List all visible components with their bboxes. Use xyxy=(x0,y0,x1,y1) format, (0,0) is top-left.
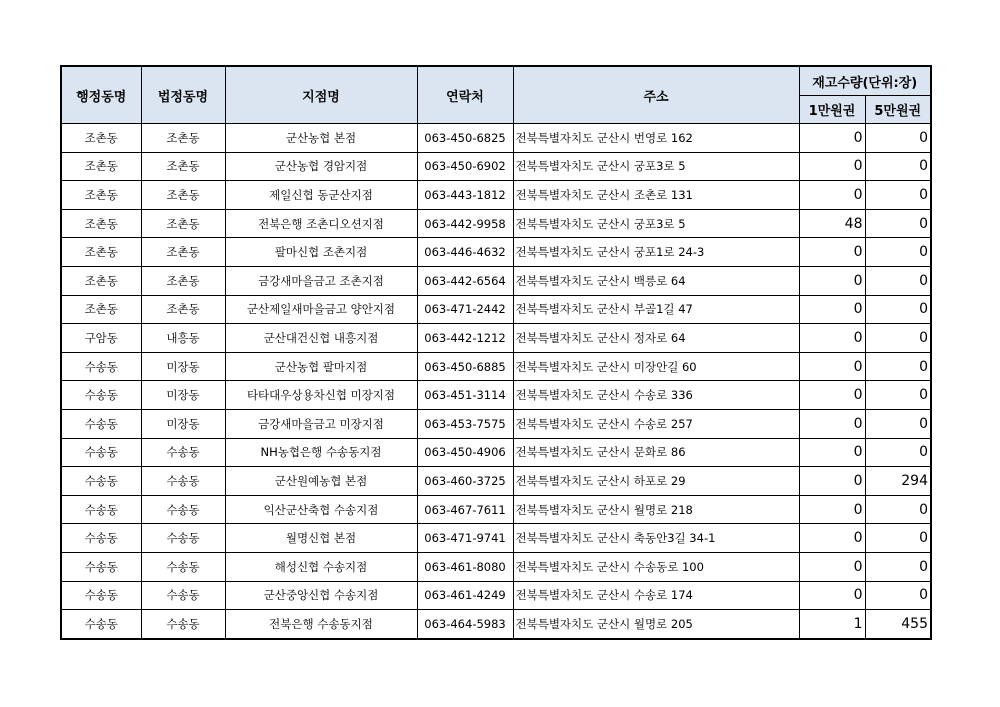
cell-stock-10k: 0 xyxy=(799,552,865,581)
cell-admin-dong: 수송동 xyxy=(61,610,141,639)
cell-address: 전북특별자치도 군산시 번영로 162 xyxy=(513,124,799,153)
header-stock-10k: 1만원권 xyxy=(799,96,865,124)
cell-admin-dong: 수송동 xyxy=(61,438,141,467)
table-header xyxy=(61,66,931,124)
header-branch: 지점명 xyxy=(225,66,417,124)
cell-admin-dong: 조촌동 xyxy=(61,152,141,181)
cell-admin-dong: 수송동 xyxy=(61,352,141,381)
table-row xyxy=(61,181,931,210)
table-row xyxy=(61,124,931,153)
cell-legal-dong: 수송동 xyxy=(141,581,225,610)
cell-legal-dong: 수송동 xyxy=(141,467,225,496)
cell-stock-50k: 0 xyxy=(865,352,931,381)
cell-legal-dong: 조촌동 xyxy=(141,238,225,267)
cell-admin-dong: 수송동 xyxy=(61,495,141,524)
cell-address: 전북특별자치도 군산시 수송로 336 xyxy=(513,381,799,410)
table-row xyxy=(61,581,931,610)
cell-contact: 063-450-6902 xyxy=(417,152,513,181)
cell-branch: 전북은행 조촌디오션지점 xyxy=(225,209,417,238)
cell-address: 전북특별자치도 군산시 궁포3로 5 xyxy=(513,209,799,238)
cell-branch: 해성신협 수송지점 xyxy=(225,552,417,581)
cell-address: 전북특별자치도 군산시 궁포3로 5 xyxy=(513,152,799,181)
cell-stock-50k: 0 xyxy=(865,381,931,410)
table-row xyxy=(61,266,931,295)
cell-contact: 063-451-3114 xyxy=(417,381,513,410)
cell-branch: 전북은행 수송동지점 xyxy=(225,610,417,639)
cell-stock-50k: 455 xyxy=(865,610,931,639)
cell-legal-dong: 조촌동 xyxy=(141,266,225,295)
table-row xyxy=(61,610,931,639)
table-row xyxy=(61,295,931,324)
cell-legal-dong: 미장동 xyxy=(141,381,225,410)
cell-contact: 063-450-6885 xyxy=(417,352,513,381)
cell-legal-dong: 조촌동 xyxy=(141,209,225,238)
cell-legal-dong: 조촌동 xyxy=(141,181,225,210)
cell-address: 전북특별자치도 군산시 수송동로 100 xyxy=(513,552,799,581)
header-legal-dong: 법정동명 xyxy=(141,66,225,124)
cell-legal-dong: 미장동 xyxy=(141,352,225,381)
cell-admin-dong: 수송동 xyxy=(61,552,141,581)
cell-stock-10k: 1 xyxy=(799,610,865,639)
table-row xyxy=(61,209,931,238)
cell-address: 전북특별자치도 군산시 미장안길 60 xyxy=(513,352,799,381)
cell-branch: 금강새마을금고 미장지점 xyxy=(225,409,417,438)
cell-legal-dong: 미장동 xyxy=(141,409,225,438)
cell-branch: 군산농협 경암지점 xyxy=(225,152,417,181)
cell-branch: NH농협은행 수송동지점 xyxy=(225,438,417,467)
cell-stock-10k: 0 xyxy=(799,495,865,524)
cell-address: 전북특별자치도 군산시 궁포1로 24-3 xyxy=(513,238,799,267)
cell-contact: 063-443-1812 xyxy=(417,181,513,210)
table-row xyxy=(61,352,931,381)
cell-stock-10k: 0 xyxy=(799,467,865,496)
cell-legal-dong: 조촌동 xyxy=(141,295,225,324)
cell-legal-dong: 조촌동 xyxy=(141,152,225,181)
cell-contact: 063-467-7611 xyxy=(417,495,513,524)
cell-address: 전북특별자치도 군산시 수송로 174 xyxy=(513,581,799,610)
cell-legal-dong: 조촌동 xyxy=(141,124,225,153)
cell-branch: 팔마신협 조촌지점 xyxy=(225,238,417,267)
table-row xyxy=(61,238,931,267)
cell-address: 전북특별자치도 군산시 수송로 257 xyxy=(513,409,799,438)
cell-legal-dong: 수송동 xyxy=(141,495,225,524)
cell-contact: 063-461-8080 xyxy=(417,552,513,581)
cell-legal-dong: 수송동 xyxy=(141,524,225,553)
header-admin-dong: 행정동명 xyxy=(61,66,141,124)
cell-admin-dong: 조촌동 xyxy=(61,124,141,153)
cell-contact: 063-453-7575 xyxy=(417,409,513,438)
cell-stock-50k: 0 xyxy=(865,209,931,238)
cell-admin-dong: 수송동 xyxy=(61,581,141,610)
cell-stock-10k: 0 xyxy=(799,381,865,410)
cell-legal-dong: 수송동 xyxy=(141,610,225,639)
cell-stock-10k: 0 xyxy=(799,295,865,324)
cell-admin-dong: 조촌동 xyxy=(61,181,141,210)
cell-contact: 063-464-5983 xyxy=(417,610,513,639)
cell-contact: 063-471-9741 xyxy=(417,524,513,553)
cell-branch: 군산원예농협 본점 xyxy=(225,467,417,496)
cell-admin-dong: 수송동 xyxy=(61,467,141,496)
cell-stock-50k: 0 xyxy=(865,552,931,581)
cell-stock-50k: 0 xyxy=(865,152,931,181)
cell-branch: 월명신협 본점 xyxy=(225,524,417,553)
cell-address: 전북특별자치도 군산시 문화로 86 xyxy=(513,438,799,467)
table-row xyxy=(61,467,931,496)
cell-admin-dong: 조촌동 xyxy=(61,209,141,238)
cell-stock-50k: 0 xyxy=(865,581,931,610)
cell-address: 전북특별자치도 군산시 하포로 29 xyxy=(513,467,799,496)
cell-contact: 063-460-3725 xyxy=(417,467,513,496)
cell-stock-10k: 0 xyxy=(799,181,865,210)
cell-stock-50k: 0 xyxy=(865,324,931,353)
cell-branch: 군산제일새마을금고 양안지점 xyxy=(225,295,417,324)
cell-branch: 군산중앙신협 수송지점 xyxy=(225,581,417,610)
cell-stock-50k: 0 xyxy=(865,124,931,153)
cell-stock-10k: 0 xyxy=(799,124,865,153)
cell-legal-dong: 내흥동 xyxy=(141,324,225,353)
cell-contact: 063-442-6564 xyxy=(417,266,513,295)
cell-contact: 063-442-9958 xyxy=(417,209,513,238)
cell-stock-10k: 0 xyxy=(799,581,865,610)
cell-stock-50k: 0 xyxy=(865,266,931,295)
table-row xyxy=(61,524,931,553)
cell-legal-dong: 수송동 xyxy=(141,438,225,467)
cell-admin-dong: 수송동 xyxy=(61,381,141,410)
cell-stock-50k: 294 xyxy=(865,467,931,496)
cell-admin-dong: 수송동 xyxy=(61,409,141,438)
cell-contact: 063-450-6825 xyxy=(417,124,513,153)
cell-stock-10k: 0 xyxy=(799,152,865,181)
cell-address: 전북특별자치도 군산시 백릉로 64 xyxy=(513,266,799,295)
table-row xyxy=(61,381,931,410)
cell-stock-10k: 48 xyxy=(799,209,865,238)
cell-stock-10k: 0 xyxy=(799,352,865,381)
table-row xyxy=(61,324,931,353)
cell-contact: 063-442-1212 xyxy=(417,324,513,353)
cell-legal-dong: 수송동 xyxy=(141,552,225,581)
cell-admin-dong: 조촌동 xyxy=(61,295,141,324)
header-stock-group: 재고수량(단위:장) xyxy=(799,66,931,96)
cell-stock-10k: 0 xyxy=(799,409,865,438)
table-row xyxy=(61,495,931,524)
cell-branch: 군산농협 팔마지점 xyxy=(225,352,417,381)
cell-address: 전북특별자치도 군산시 월명로 218 xyxy=(513,495,799,524)
table-body xyxy=(61,124,931,639)
stock-table-sheet xyxy=(60,65,930,640)
cell-stock-50k: 0 xyxy=(865,495,931,524)
cell-branch: 익산군산축협 수송지점 xyxy=(225,495,417,524)
cell-stock-10k: 0 xyxy=(799,438,865,467)
cell-address: 전북특별자치도 군산시 축동안3길 34-1 xyxy=(513,524,799,553)
cell-stock-50k: 0 xyxy=(865,524,931,553)
cell-branch: 제일신협 동군산지점 xyxy=(225,181,417,210)
cell-address: 전북특별자치도 군산시 정자로 64 xyxy=(513,324,799,353)
cell-address: 전북특별자치도 군산시 조촌로 131 xyxy=(513,181,799,210)
table-row xyxy=(61,438,931,467)
cell-contact: 063-471-2442 xyxy=(417,295,513,324)
cell-admin-dong: 조촌동 xyxy=(61,238,141,267)
cell-admin-dong: 수송동 xyxy=(61,524,141,553)
cell-stock-10k: 0 xyxy=(799,324,865,353)
header-contact: 연락처 xyxy=(417,66,513,124)
cell-branch: 금강새마을금고 조촌지점 xyxy=(225,266,417,295)
header-address: 주소 xyxy=(513,66,799,124)
header-stock-50k: 5만원권 xyxy=(865,96,931,124)
cell-stock-50k: 0 xyxy=(865,181,931,210)
table-row xyxy=(61,409,931,438)
cell-stock-50k: 0 xyxy=(865,295,931,324)
cell-admin-dong: 구암동 xyxy=(61,324,141,353)
cell-stock-50k: 0 xyxy=(865,409,931,438)
cell-stock-10k: 0 xyxy=(799,524,865,553)
cell-contact: 063-461-4249 xyxy=(417,581,513,610)
cell-address: 전북특별자치도 군산시 부골1길 47 xyxy=(513,295,799,324)
cell-address: 전북특별자치도 군산시 월명로 205 xyxy=(513,610,799,639)
table-row xyxy=(61,552,931,581)
cell-contact: 063-450-4906 xyxy=(417,438,513,467)
table-row xyxy=(61,152,931,181)
cell-branch: 타타대우상용차신협 미장지점 xyxy=(225,381,417,410)
cell-contact: 063-446-4632 xyxy=(417,238,513,267)
cell-stock-10k: 0 xyxy=(799,238,865,267)
cell-stock-50k: 0 xyxy=(865,438,931,467)
cell-stock-10k: 0 xyxy=(799,266,865,295)
cell-branch: 군산농협 본점 xyxy=(225,124,417,153)
cell-branch: 군산대건신협 내흥지점 xyxy=(225,324,417,353)
cell-stock-50k: 0 xyxy=(865,238,931,267)
cell-admin-dong: 조촌동 xyxy=(61,266,141,295)
stock-table xyxy=(60,65,932,640)
